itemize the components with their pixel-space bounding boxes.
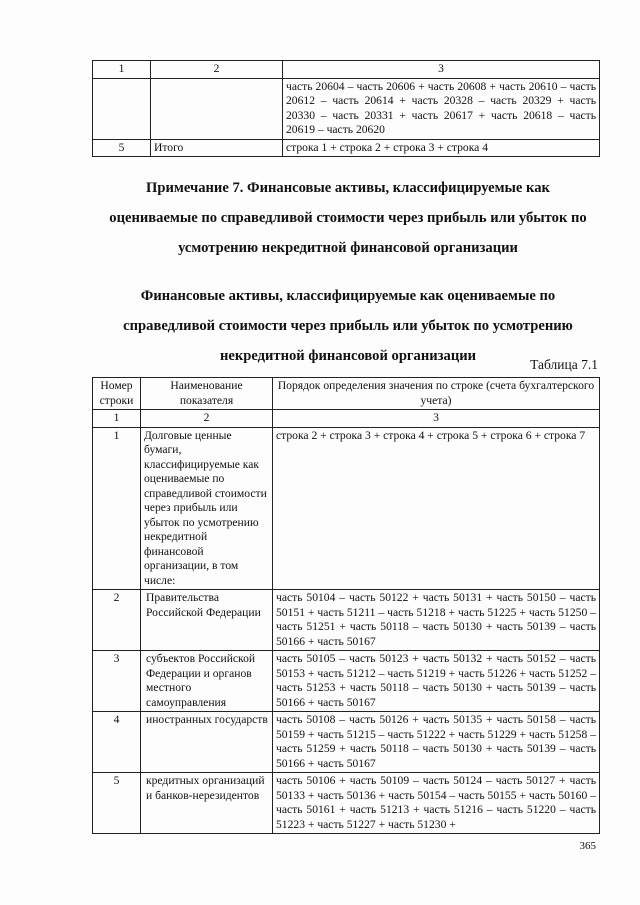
table-row bbox=[93, 427, 600, 590]
section-title-line: Финансовые активы, классифицируемые как оцениваемые по bbox=[140, 288, 556, 304]
row-formula: часть 50106 + часть 50109 – часть 50124 – часть 50127 + часть 50133 + часть 50136 + часть 50154 – часть 50155 + часть 50160 – часть 50161 + часть 51213 + часть 51216 – часть 51220 – часть 51223 + часть 51227 + часть 51230 + bbox=[273, 773, 600, 834]
numbering-cell: 3 bbox=[273, 410, 600, 428]
note-title bbox=[80, 173, 616, 263]
table-row bbox=[93, 590, 600, 651]
numbering-cell: 1 bbox=[93, 410, 141, 428]
row-name: субъектов Российской Федерации и органов местного самоуправления bbox=[141, 651, 273, 712]
table-header-row bbox=[93, 378, 600, 410]
row-formula: часть 50105 – часть 50123 + часть 50132 + часть 50152 – часть 50153 + часть 51212 – часть 51219 + часть 51226 + часть 51252 – часть 51253 + часть 50118 – часть 50130 + часть 50139 – часть 50166 + часть 50167 bbox=[273, 651, 600, 712]
section-title-line: некредитной финансовой организации bbox=[219, 348, 477, 364]
row-number: 3 bbox=[93, 651, 141, 712]
table-numbering-row bbox=[93, 410, 600, 428]
note-title-line: Примечание 7. Финансовые активы, классифицируемые как bbox=[146, 180, 550, 196]
numbering-cell: 2 bbox=[141, 410, 273, 428]
row-name: Правительства Российской Федерации bbox=[141, 590, 273, 651]
row-number: 5 bbox=[93, 139, 151, 157]
row-name: Итого bbox=[151, 139, 283, 157]
header-cell: 2 bbox=[151, 61, 283, 79]
row-formula: строка 2 + строка 3 + строка 4 + строка 5 + строка 6 + строка 7 bbox=[273, 427, 600, 590]
note-title-line: оцениваемые по справедливой стоимости через прибыль или убыток по bbox=[109, 210, 587, 226]
row-name: Долговые ценные бумаги, классифицируемые как оцениваемые по справедливой стоимости через прибыль или убыток по усмотрению некредитной финансовой организации, в том числе: bbox=[141, 427, 273, 590]
table-row bbox=[93, 139, 600, 157]
table-label: Таблица 7.1 bbox=[530, 357, 598, 372]
table-row bbox=[93, 78, 600, 139]
header-number: Номер строки bbox=[93, 378, 141, 410]
table-row bbox=[93, 712, 600, 773]
section-title-line: справедливой стоимости через прибыль или убыток по усмотрению bbox=[123, 318, 573, 334]
assets-table bbox=[92, 377, 600, 834]
header-name: Наименование показателя bbox=[141, 378, 273, 410]
row-number: 2 bbox=[93, 590, 141, 651]
row-formula: строка 1 + строка 2 + строка 3 + строка 4 bbox=[283, 139, 600, 157]
continuation-table bbox=[92, 60, 600, 157]
page-number: 365 bbox=[579, 840, 596, 852]
row-name: кредитных организаций и банков-нерезидентов bbox=[141, 773, 273, 834]
row-formula: часть 20604 – часть 20606 + часть 20608 + часть 20610 – часть 20612 – часть 20614 + часть 20328 – часть 20329 + часть 20330 – часть 20331 + часть 20617 + часть 20618 – часть 20619 – часть 20620 bbox=[283, 78, 600, 139]
table-row bbox=[93, 651, 600, 712]
header-cell: 3 bbox=[283, 61, 600, 79]
row-number: 1 bbox=[93, 427, 141, 590]
table-header-row bbox=[93, 61, 600, 79]
header-formula: Порядок определения значения по строке (счета бухгалтерского учета) bbox=[273, 378, 600, 410]
row-name: иностранных государств bbox=[141, 712, 273, 773]
row-number bbox=[93, 78, 151, 139]
row-number: 4 bbox=[93, 712, 141, 773]
row-name bbox=[151, 78, 283, 139]
row-formula: часть 50104 – часть 50122 + часть 50131 + часть 50150 – часть 50151 + часть 51211 – часть 51218 + часть 51225 + часть 51250 – часть 51251 + часть 50118 – часть 50130 + часть 50139 – часть 50166 + часть 50167 bbox=[273, 590, 600, 651]
header-cell: 1 bbox=[93, 61, 151, 79]
row-number: 5 bbox=[93, 773, 141, 834]
table-row bbox=[93, 773, 600, 834]
row-formula: часть 50108 – часть 50126 + часть 50135 + часть 50158 – часть 50159 + часть 51215 – часть 51222 + часть 51229 + часть 51258 – часть 51259 + часть 50118 – часть 50130 + часть 50139 – часть 50166 + часть 50167 bbox=[273, 712, 600, 773]
note-title-line: усмотрению некредитной финансовой организации bbox=[178, 240, 518, 256]
